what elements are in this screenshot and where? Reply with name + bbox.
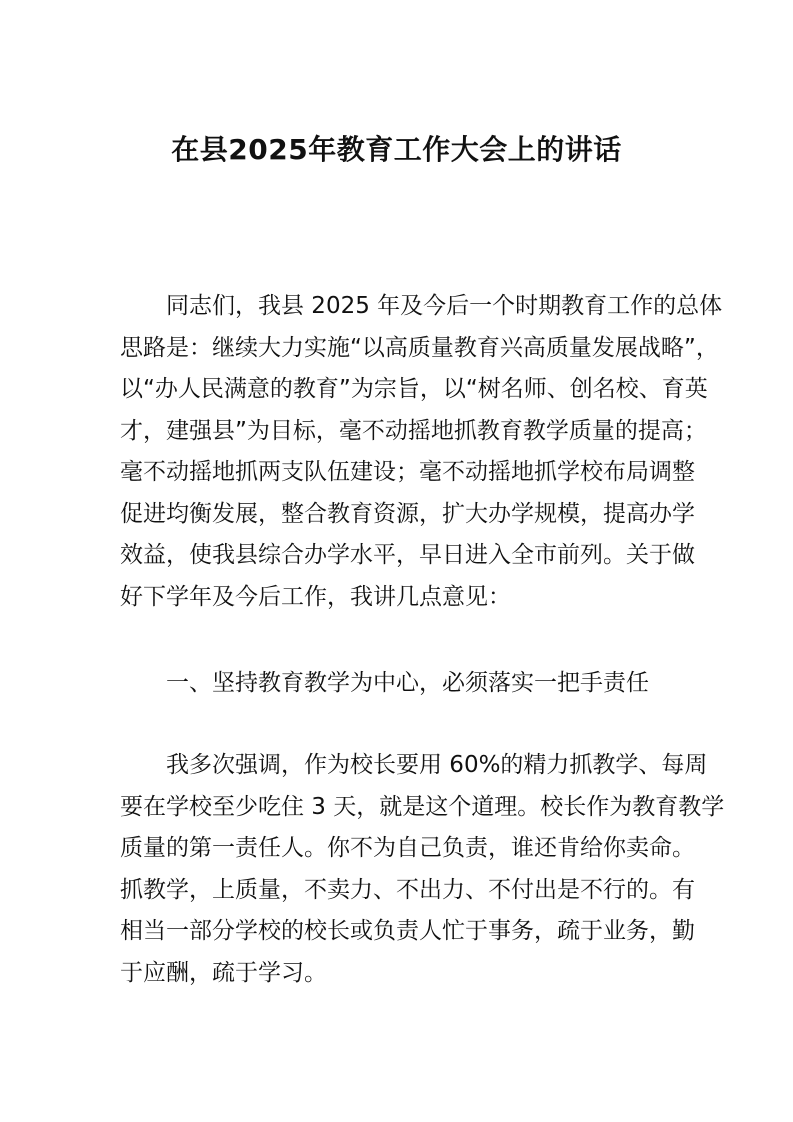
intro-paragraph-line: 促进均衡发展，整合教育资源，扩大办学规模，提高办学 (120, 500, 695, 527)
intro-paragraph-line: 效益，使我县综合办学水平，早日进入全市前列。关于做 (120, 542, 695, 568)
section-heading-line: 一、坚持教育教学为中心，必须落实一把手责任 (166, 670, 649, 696)
body-paragraph-line: 相当一部分学校的校长或负责人忙于事务，疏于业务，勤 (120, 918, 695, 944)
intro-paragraph-line: 以“办人民满意的教育”为宗旨，以“树名师、创名校、育英 (120, 376, 708, 402)
body-paragraph-line: 抓教学，上质量，不卖力、不出力、不付出是不行的。有 (120, 876, 695, 903)
intro-paragraph-line: 才，建强县”为目标，毫不动摇地抓教育教学质量的提高； (120, 417, 707, 444)
document-title: 在县2025年教育工作大会上的讲话 (171, 133, 622, 166)
body-paragraph-line: 要在学校至少吃住 3 天，就是这个道理。校长作为教育教学 (120, 793, 725, 820)
section-heading (120, 663, 673, 705)
body-paragraph-line: 于应酬，疏于学习。 (120, 959, 327, 986)
body-paragraph (120, 745, 725, 994)
intro-paragraph-line: 毫不动摇地抓两支队伍建设；毫不动摇地抓学校布局调整 (120, 459, 695, 485)
intro-paragraph-line: 好下学年及今后工作，我讲几点意见： (120, 583, 511, 610)
intro-paragraph-line: 同志们，我县 2025 年及今后一个时期教育工作的总体 (166, 293, 723, 319)
intro-paragraph (120, 286, 723, 618)
body-paragraph-line: 我多次强调，作为校长要用 60%的精力抓教学、每周 (166, 752, 708, 778)
intro-paragraph-line: 思路是：继续大力实施“以高质量教育兴高质量发展战略”， (120, 334, 719, 361)
body-paragraph-line: 质量的第一责任人。你不为自己负责，谁还肯给你卖命。 (120, 835, 695, 861)
